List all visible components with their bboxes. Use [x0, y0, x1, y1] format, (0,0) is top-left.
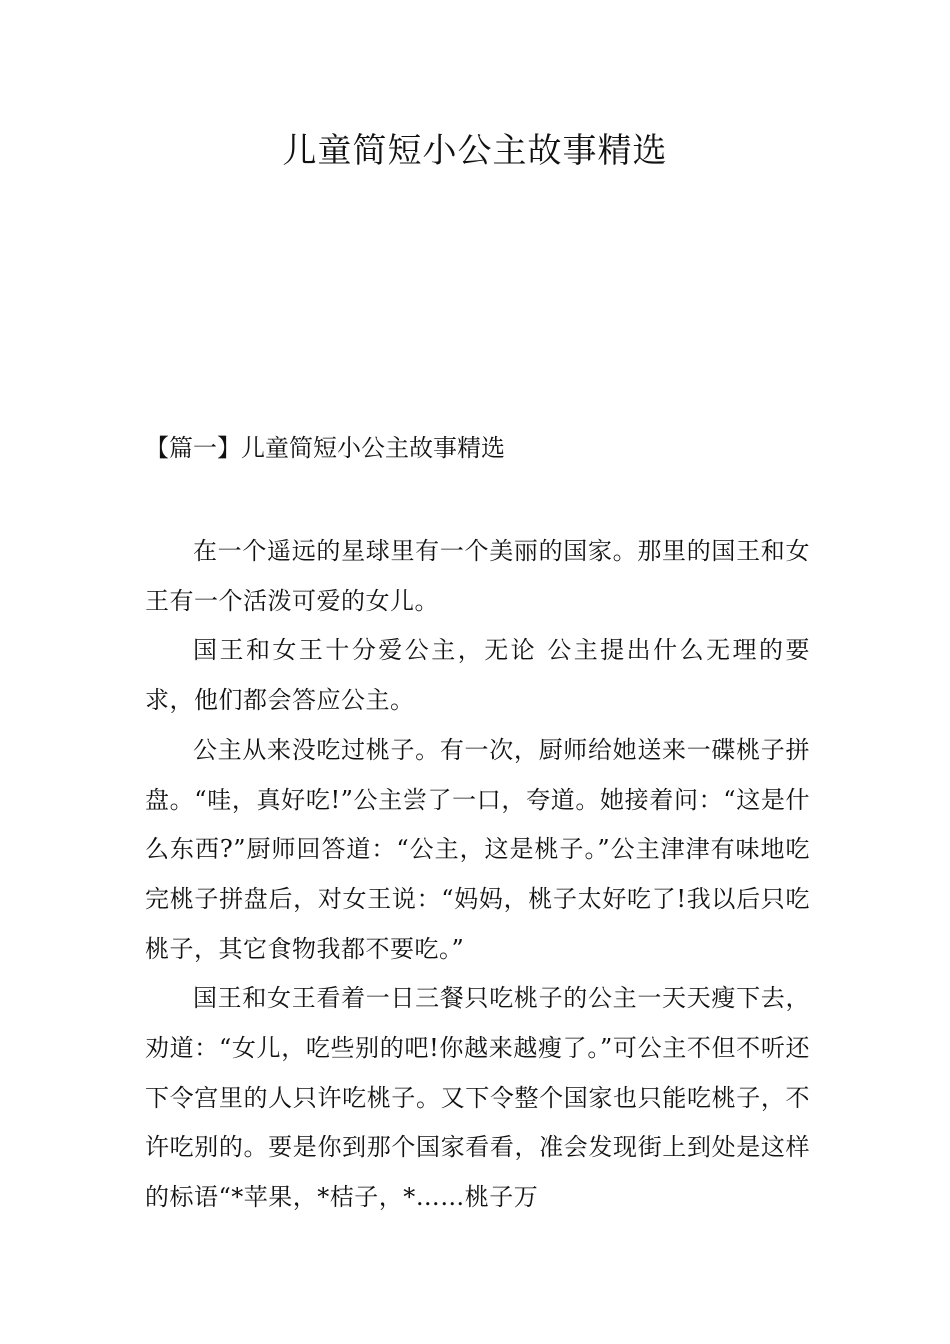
- paragraph-4: 国王和女王看着一日三餐只吃桃子的公主一天天瘦下去，劝道：“女儿，吃些别的吧!你越来越瘦了。”可公主不但不听还下令宫里的人只许吃桃子。又下令整个国家也只能吃桃子，不许吃别的。要是你到那个国家看看，准会发现街上到处是这样的标语“*苹果，*桔子，*……桃子万: [145, 984, 810, 1212]
- story-body: [145, 527, 810, 1223]
- page-title: 儿童简短小公主故事精选: [282, 131, 668, 171]
- section-heading: 【篇一】儿童简短小公主故事精选: [145, 434, 505, 462]
- paragraph-3: 公主从来没吃过桃子。有一次，厨师给她送来一碟桃子拼盘。“哇，真好吃!”公主尝了一口，夸道。她接着问：“这是什么东西?”厨师回答道：“公主，这是桃子。”公主津津有味地吃完桃子拼盘后，对女王说：“妈妈，桃子太好吃了!我以后只吃桃子，其它食物我都不要吃。”: [145, 735, 810, 963]
- paragraph-2: 国王和女王十分爱公主，无论 公主提出什么无理的要求，他们都会答应公主。: [145, 636, 810, 715]
- paragraph-1: 在一个遥远的星球里有一个美丽的国家。那里的国王和女王有一个活泼可爱的女儿。: [145, 537, 810, 615]
